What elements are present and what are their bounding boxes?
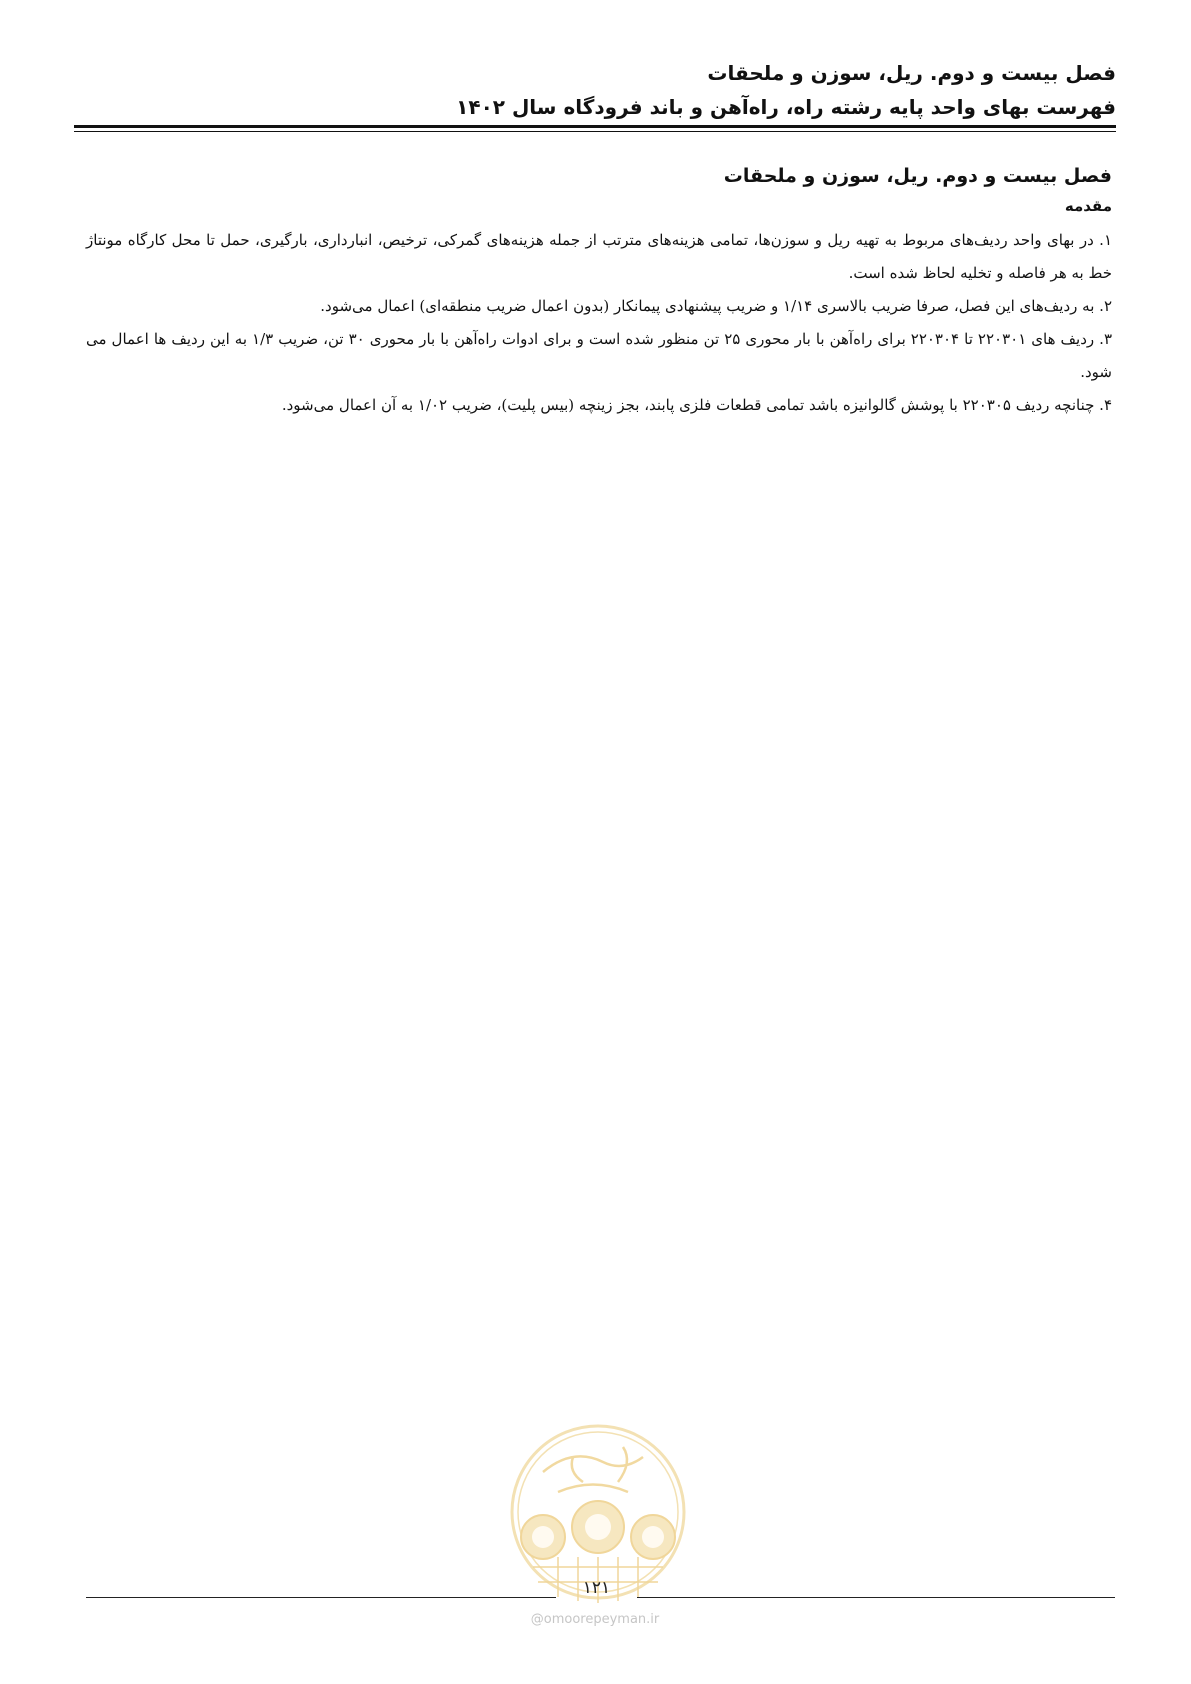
paragraph-4: ۴. چنانچه ردیف ۲۲۰۳۰۵ با پوشش گالوانیزه باشد تمامی قطعات فلزی پابند، بجز زینچه (بیس پلیت)، ضریب ۱/۰۲ به آن اعمال می‌شود. [281,396,1112,414]
paragraph-3: ۳. ردیف های ۲۲۰۳۰۱ تا ۲۲۰۳۰۴ برای راه‌آهن با بار محوری ۲۵ تن منظور شده است و برای ادوات راه‌آهن با بار محوری ۳۰ تن، ضریب ۱/۳ به این ردیف ها اعمال می شود. [86,330,1112,381]
footer-rule-left [86,1597,556,1598]
header-document-title: فهرست بهای واحد پایه رشته راه، راه‌آهن و باند فرودگاه سال ۱۴۰۲ [456,95,1116,119]
paragraph-2: ۲. به ردیف‌های این فصل، صرفا ضریب بالاسری ۱/۱۴ و ضریب پیشنهادی پیمانکار (بدون اعمال ضریب منطقه‌ای) اعمال می‌شود. [320,297,1112,315]
section-title: فصل بیست و دوم. ریل، سوزن و ملحقات [723,165,1112,187]
header-divider-thin [74,131,1116,132]
footer-rule-right [637,1597,1115,1598]
header-divider-thick [74,125,1116,128]
page-content [86,160,1112,422]
paragraph-1: ۱. در بهای واحد ردیف‌های مربوط به تهیه ریل و سوزن‌ها، تمامی هزینه‌های مترتب از جمله هزینه‌های گمرکی، ترخیص، انبارداری، بارگیری، حمل تا محل کارگاه مونتاژ خط به هر فاصله و تخلیه لحاظ شده است. [86,231,1112,282]
section-subtitle: مقدمه [1064,197,1112,215]
watermark-url: @omoorepeyman.ir [530,1612,660,1627]
header-chapter-title: فصل بیست و دوم. ریل، سوزن و ملحقات [707,61,1116,85]
page-header [74,56,1116,124]
page-number: ۱۲۱ [582,1578,611,1598]
